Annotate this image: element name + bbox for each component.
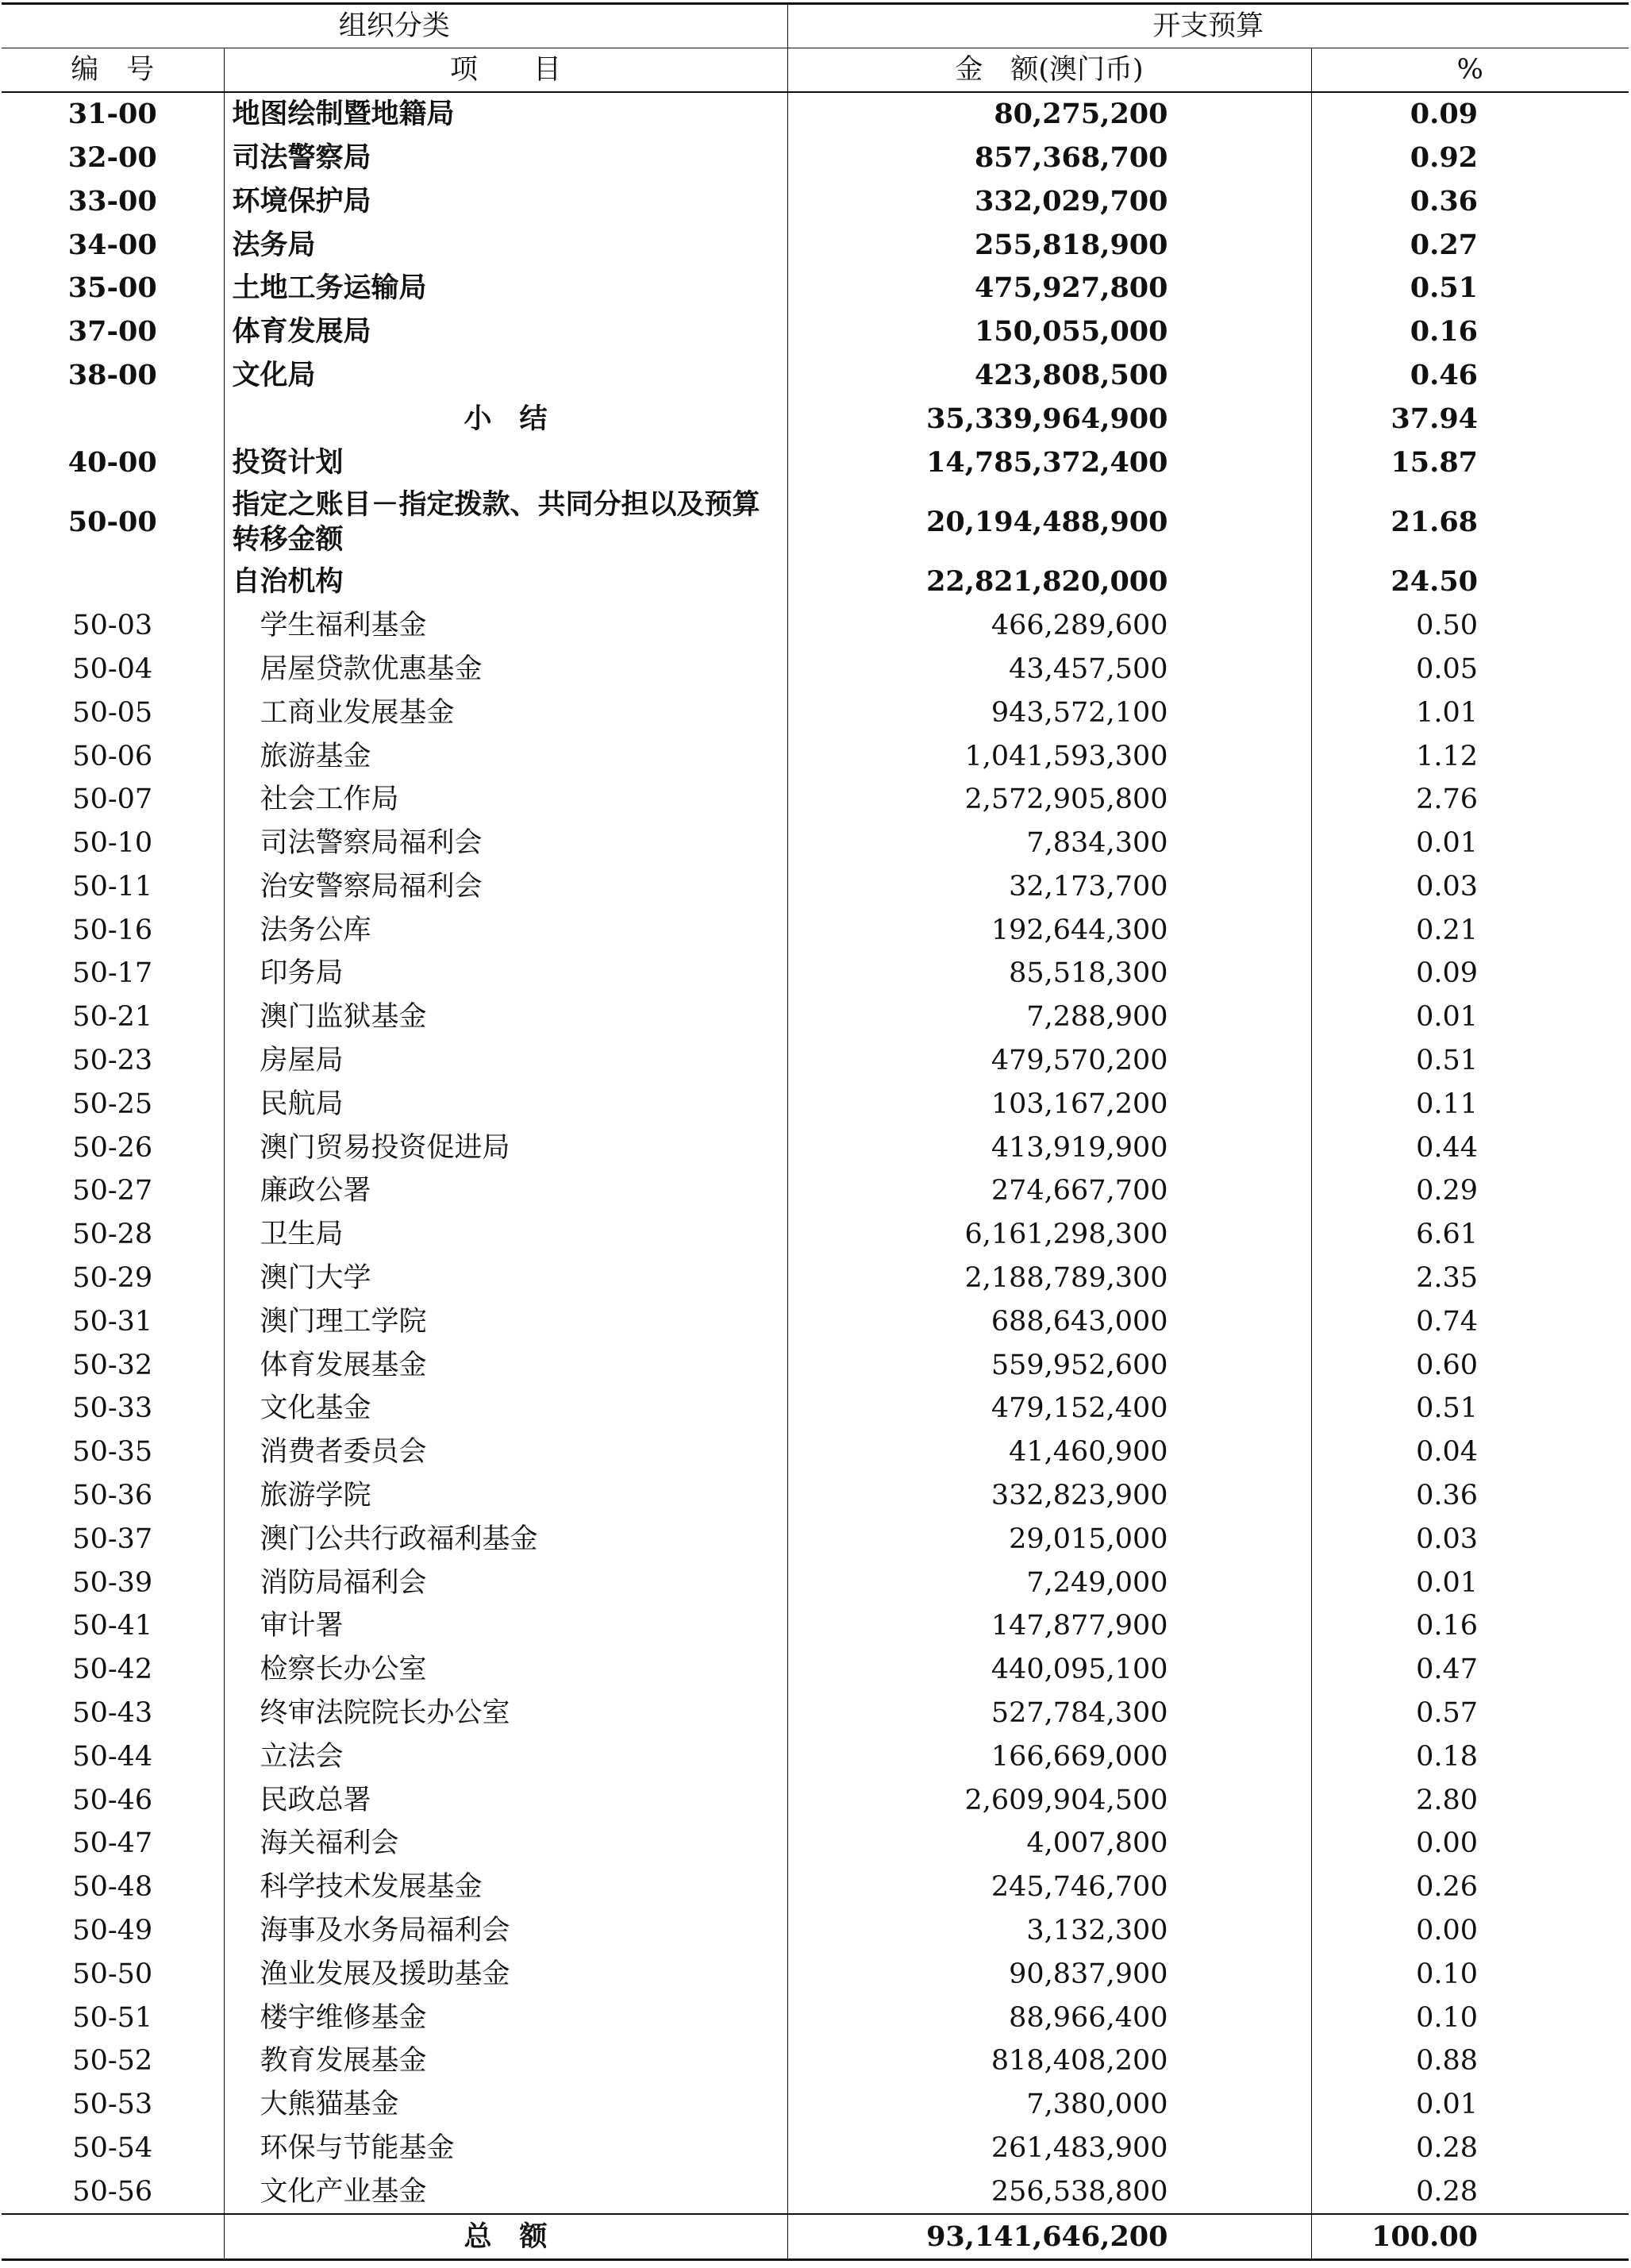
row-amount: 80,275,200 — [787, 92, 1311, 137]
row-percent: 0.28 — [1311, 2127, 1629, 2170]
row-code: 50-52 — [72, 2045, 153, 2077]
table-row — [2, 1561, 1629, 1605]
table-row — [2, 92, 1629, 137]
row-name: 投资计划 — [224, 441, 787, 484]
table-row — [2, 310, 1629, 354]
row-percent: 0.51 — [1311, 1039, 1629, 1083]
table-row — [2, 2127, 1629, 2170]
row-percent: 0.01 — [1311, 2083, 1629, 2127]
row-name: 消费者委员会 — [224, 1430, 787, 1474]
row-amount: 274,667,700 — [787, 1169, 1311, 1213]
row-percent: 0.44 — [1311, 1126, 1629, 1170]
row-code: 50-51 — [72, 2001, 153, 2034]
row-amount: 150,055,000 — [787, 310, 1311, 354]
total-percent: 100.00 — [1311, 2214, 1629, 2259]
row-amount: 22,821,820,000 — [787, 560, 1311, 604]
row-amount: 332,823,900 — [787, 1474, 1311, 1518]
row-name: 体育发展局 — [224, 310, 787, 354]
row-amount: 29,015,000 — [787, 1518, 1311, 1561]
row-code: 50-00 — [67, 505, 157, 538]
row-code: 50-53 — [72, 2089, 153, 2121]
row-name: 环境保护局 — [224, 180, 787, 224]
row-name: 楼宇维修基金 — [224, 1996, 787, 2039]
total-label: 总 额 — [224, 2214, 787, 2259]
row-amount: 166,669,000 — [787, 1735, 1311, 1779]
row-name: 自治机构 — [224, 560, 787, 604]
row-percent: 2.76 — [1311, 778, 1629, 822]
row-percent: 0.01 — [1311, 1561, 1629, 1605]
row-percent: 21.68 — [1311, 484, 1629, 560]
row-code: 50-28 — [72, 1219, 153, 1251]
row-code: 50-04 — [72, 653, 153, 685]
row-code: 32-00 — [67, 141, 157, 174]
row-amount: 6,161,298,300 — [787, 1213, 1311, 1257]
row-code: 50-42 — [72, 1654, 153, 1686]
row-code: 50-05 — [72, 696, 153, 729]
table-row — [2, 1387, 1629, 1430]
row-percent: 0.47 — [1311, 1648, 1629, 1692]
row-amount: 818,408,200 — [787, 2039, 1311, 2083]
row-code: 50-10 — [72, 827, 153, 860]
table-row — [2, 2170, 1629, 2215]
row-code: 38-00 — [67, 358, 157, 391]
row-amount: 147,877,900 — [787, 1604, 1311, 1648]
table-row — [2, 1344, 1629, 1388]
table-body — [2, 92, 1629, 604]
row-name: 房屋局 — [224, 1039, 787, 1083]
table-row — [2, 604, 1629, 648]
row-code: 35-00 — [67, 271, 157, 305]
row-amount: 90,837,900 — [787, 1953, 1311, 1997]
table-row — [2, 1083, 1629, 1126]
row-name: 法务局 — [224, 223, 787, 267]
row-percent: 0.51 — [1311, 1387, 1629, 1430]
row-code: 50-07 — [72, 784, 153, 816]
row-code: 50-50 — [72, 1958, 153, 1990]
row-code: 50-44 — [72, 1740, 153, 1773]
row-code: 50-16 — [72, 914, 153, 946]
designated-accounts-row — [2, 484, 1629, 560]
row-code: 50-54 — [72, 2132, 153, 2164]
row-amount: 423,808,500 — [787, 354, 1311, 398]
row-code: 40-00 — [67, 445, 157, 479]
autonomous-bodies-row — [2, 560, 1629, 604]
row-percent: 0.51 — [1311, 267, 1629, 310]
header-expense-budget: 开支预算 — [787, 4, 1629, 48]
row-percent: 0.11 — [1311, 1083, 1629, 1126]
header-amount: 金 额(澳门币) — [787, 48, 1311, 93]
row-amount: 332,029,700 — [787, 180, 1311, 224]
table-row — [2, 1822, 1629, 1866]
row-code: 50-23 — [72, 1045, 153, 1077]
row-code: 50-27 — [72, 1175, 153, 1207]
table-row — [2, 1953, 1629, 1997]
row-code: 50-31 — [72, 1305, 153, 1338]
row-name: 文化局 — [224, 354, 787, 398]
row-percent: 0.04 — [1311, 1430, 1629, 1474]
row-name: 审计署 — [224, 1604, 787, 1648]
row-name: 印务局 — [224, 952, 787, 995]
row-amount: 559,952,600 — [787, 1344, 1311, 1388]
table-row — [2, 648, 1629, 691]
row-amount: 3,132,300 — [787, 1909, 1311, 1953]
row-code: 50-39 — [72, 1566, 153, 1599]
row-percent: 0.28 — [1311, 2170, 1629, 2215]
row-name: 指定之账目－指定拨款、共同分担以及预算转移金额 — [224, 484, 787, 560]
row-name: 教育发展基金 — [224, 2039, 787, 2083]
row-amount: 466,289,600 — [787, 604, 1311, 648]
row-name: 终审法院院长办公室 — [224, 1692, 787, 1735]
row-name: 学生福利基金 — [224, 604, 787, 648]
subtotal-row — [2, 398, 1629, 441]
header-item: 项 目 — [224, 48, 787, 93]
row-percent: 2.35 — [1311, 1257, 1629, 1300]
row-percent: 1.01 — [1311, 691, 1629, 735]
table-row — [2, 1604, 1629, 1648]
row-code: 50-41 — [72, 1610, 153, 1642]
row-percent: 0.01 — [1311, 822, 1629, 865]
row-amount: 1,041,593,300 — [787, 734, 1311, 778]
row-percent: 0.29 — [1311, 1169, 1629, 1213]
row-amount: 7,288,900 — [787, 995, 1311, 1039]
row-amount: 2,572,905,800 — [787, 778, 1311, 822]
row-code: 50-48 — [72, 1871, 153, 1904]
row-percent: 0.00 — [1311, 1822, 1629, 1866]
row-name: 旅游基金 — [224, 734, 787, 778]
row-amount: 943,572,100 — [787, 691, 1311, 735]
row-percent: 0.88 — [1311, 2039, 1629, 2083]
row-code: 50-32 — [72, 1349, 153, 1381]
row-percent: 0.50 — [1311, 604, 1629, 648]
row-amount: 88,966,400 — [787, 1996, 1311, 2039]
table-row — [2, 1735, 1629, 1779]
row-name: 澳门理工学院 — [224, 1300, 787, 1344]
row-name: 卫生局 — [224, 1213, 787, 1257]
row-name: 民政总署 — [224, 1778, 787, 1822]
row-code: 34-00 — [67, 228, 157, 261]
row-code: 31-00 — [67, 98, 157, 131]
row-code: 50-26 — [72, 1131, 153, 1164]
row-percent: 0.16 — [1311, 310, 1629, 354]
row-amount: 103,167,200 — [787, 1083, 1311, 1126]
row-name: 工商业发展基金 — [224, 691, 787, 735]
row-amount: 43,457,500 — [787, 648, 1311, 691]
table-row — [2, 1213, 1629, 1257]
row-code: 50-56 — [72, 2175, 153, 2208]
row-percent: 0.00 — [1311, 1909, 1629, 1953]
row-percent: 0.36 — [1311, 180, 1629, 224]
row-percent: 2.80 — [1311, 1778, 1629, 1822]
row-name: 海事及水务局福利会 — [224, 1909, 787, 1953]
row-name: 文化产业基金 — [224, 2170, 787, 2215]
row-name: 社会工作局 — [224, 778, 787, 822]
table-row — [2, 267, 1629, 310]
row-percent: 0.18 — [1311, 1735, 1629, 1779]
row-code: 50-33 — [72, 1392, 153, 1425]
table-row — [2, 1169, 1629, 1213]
row-name: 旅游学院 — [224, 1474, 787, 1518]
row-percent: 0.46 — [1311, 354, 1629, 398]
row-percent: 0.60 — [1311, 1344, 1629, 1388]
table-row — [2, 2039, 1629, 2083]
row-name: 海关福利会 — [224, 1822, 787, 1866]
row-code: 50-29 — [72, 1262, 153, 1295]
table-row — [2, 1648, 1629, 1692]
row-percent: 0.10 — [1311, 1953, 1629, 1997]
subtotal-label: 小 结 — [224, 398, 787, 441]
row-name: 科学技术发展基金 — [224, 1866, 787, 1909]
row-percent: 0.16 — [1311, 1604, 1629, 1648]
subtotal-amount: 35,339,964,900 — [787, 398, 1311, 441]
row-amount: 32,173,700 — [787, 865, 1311, 909]
table-row — [2, 1909, 1629, 1953]
row-name: 体育发展基金 — [224, 1344, 787, 1388]
row-code: 50-43 — [72, 1697, 153, 1730]
row-percent: 0.03 — [1311, 1518, 1629, 1561]
row-name: 检察长办公室 — [224, 1648, 787, 1692]
row-percent: 0.21 — [1311, 909, 1629, 953]
row-code: 50-47 — [72, 1827, 153, 1860]
table-row — [2, 1996, 1629, 2039]
row-percent: 0.09 — [1311, 92, 1629, 137]
row-percent: 24.50 — [1311, 560, 1629, 604]
table-row — [2, 909, 1629, 953]
table-row — [2, 1474, 1629, 1518]
row-percent: 1.12 — [1311, 734, 1629, 778]
table-row — [2, 180, 1629, 224]
row-amount: 688,643,000 — [787, 1300, 1311, 1344]
table-row — [2, 822, 1629, 865]
row-name: 地图绘制暨地籍局 — [224, 92, 787, 137]
row-percent: 0.92 — [1311, 137, 1629, 180]
row-name: 文化基金 — [224, 1387, 787, 1430]
row-percent: 0.10 — [1311, 1996, 1629, 2039]
row-name: 司法警察局福利会 — [224, 822, 787, 865]
row-amount: 2,609,904,500 — [787, 1778, 1311, 1822]
row-percent: 0.57 — [1311, 1692, 1629, 1735]
row-amount: 256,538,800 — [787, 2170, 1311, 2215]
row-code: 50-21 — [72, 1001, 153, 1034]
table-row — [2, 691, 1629, 735]
table-row — [2, 1692, 1629, 1735]
row-amount: 261,483,900 — [787, 2127, 1311, 2170]
row-amount: 7,834,300 — [787, 822, 1311, 865]
row-percent: 0.05 — [1311, 648, 1629, 691]
row-amount: 475,927,800 — [787, 267, 1311, 310]
row-amount: 2,188,789,300 — [787, 1257, 1311, 1300]
row-name: 澳门大学 — [224, 1257, 787, 1300]
total-section — [2, 2214, 1629, 2259]
row-amount: 4,007,800 — [787, 1822, 1311, 1866]
row-amount: 479,152,400 — [787, 1387, 1311, 1430]
row-name: 司法警察局 — [224, 137, 787, 180]
row-name: 土地工务运输局 — [224, 267, 787, 310]
autonomous-sub-rows — [2, 604, 1629, 2214]
header-column-row — [2, 48, 1629, 93]
row-amount: 245,746,700 — [787, 1866, 1311, 1909]
row-amount: 413,919,900 — [787, 1126, 1311, 1170]
table-row — [2, 1866, 1629, 1909]
row-code: 50-35 — [72, 1436, 153, 1469]
row-amount: 14,785,372,400 — [787, 441, 1311, 484]
header-org-classification: 组织分类 — [2, 4, 787, 48]
row-code: 37-00 — [67, 315, 157, 348]
row-amount: 192,644,300 — [787, 909, 1311, 953]
row-name: 治安警察局福利会 — [224, 865, 787, 909]
table-row — [2, 1430, 1629, 1474]
row-percent: 0.09 — [1311, 952, 1629, 995]
row-percent: 0.26 — [1311, 1866, 1629, 1909]
row-code: 50-36 — [72, 1480, 153, 1512]
table-row — [2, 1126, 1629, 1170]
row-amount: 20,194,488,900 — [787, 484, 1311, 560]
row-amount: 7,249,000 — [787, 1561, 1311, 1605]
row-name: 民航局 — [224, 1083, 787, 1126]
row-name: 环保与节能基金 — [224, 2127, 787, 2170]
row-code: 50-17 — [72, 957, 153, 990]
row-name: 渔业发展及援助基金 — [224, 1953, 787, 1997]
table-row — [2, 865, 1629, 909]
row-amount: 255,818,900 — [787, 223, 1311, 267]
table-row — [2, 1778, 1629, 1822]
row-name: 法务公库 — [224, 909, 787, 953]
table-row — [2, 137, 1629, 180]
table-row — [2, 1039, 1629, 1083]
row-name: 立法会 — [224, 1735, 787, 1779]
header-percent: % — [1311, 48, 1629, 93]
row-code: 50-06 — [72, 740, 153, 772]
row-code: 50-25 — [72, 1088, 153, 1120]
investment-row — [2, 441, 1629, 484]
row-amount: 857,368,700 — [787, 137, 1311, 180]
table-row — [2, 2083, 1629, 2127]
row-percent: 0.27 — [1311, 223, 1629, 267]
row-code: 33-00 — [67, 184, 157, 218]
row-amount: 85,518,300 — [787, 952, 1311, 995]
row-code: 50-37 — [72, 1523, 153, 1555]
row-name: 消防局福利会 — [224, 1561, 787, 1605]
total-amount: 93,141,646,200 — [787, 2214, 1311, 2259]
table-row — [2, 1257, 1629, 1300]
row-name: 廉政公署 — [224, 1169, 787, 1213]
row-name: 大熊猫基金 — [224, 2083, 787, 2127]
row-percent: 0.01 — [1311, 995, 1629, 1039]
table-row — [2, 1518, 1629, 1561]
header-code: 编 号 — [2, 48, 224, 93]
row-name: 澳门监狱基金 — [224, 995, 787, 1039]
row-amount: 479,570,200 — [787, 1039, 1311, 1083]
row-percent: 0.36 — [1311, 1474, 1629, 1518]
budget-table — [2, 2, 1629, 2261]
table-row — [2, 354, 1629, 398]
table-row — [2, 734, 1629, 778]
table-row — [2, 1300, 1629, 1344]
row-amount: 527,784,300 — [787, 1692, 1311, 1735]
row-percent: 6.61 — [1311, 1213, 1629, 1257]
row-amount: 7,380,000 — [787, 2083, 1311, 2127]
row-code: 50-49 — [72, 1915, 153, 1947]
row-amount: 440,095,100 — [787, 1648, 1311, 1692]
row-name: 澳门公共行政福利基金 — [224, 1518, 787, 1561]
row-percent: 15.87 — [1311, 441, 1629, 484]
row-code: 50-11 — [72, 870, 153, 903]
row-percent: 0.03 — [1311, 865, 1629, 909]
header-group-row — [2, 4, 1629, 48]
table-row — [2, 952, 1629, 995]
row-code: 50-46 — [72, 1784, 153, 1816]
row-name: 居屋贷款优惠基金 — [224, 648, 787, 691]
table-row — [2, 778, 1629, 822]
row-percent: 0.74 — [1311, 1300, 1629, 1344]
row-code: 50-03 — [72, 610, 153, 642]
row-amount: 41,460,900 — [787, 1430, 1311, 1474]
subtotal-percent: 37.94 — [1311, 398, 1629, 441]
total-row — [2, 2214, 1629, 2259]
table-row — [2, 223, 1629, 267]
row-name: 澳门贸易投资促进局 — [224, 1126, 787, 1170]
table-row — [2, 995, 1629, 1039]
